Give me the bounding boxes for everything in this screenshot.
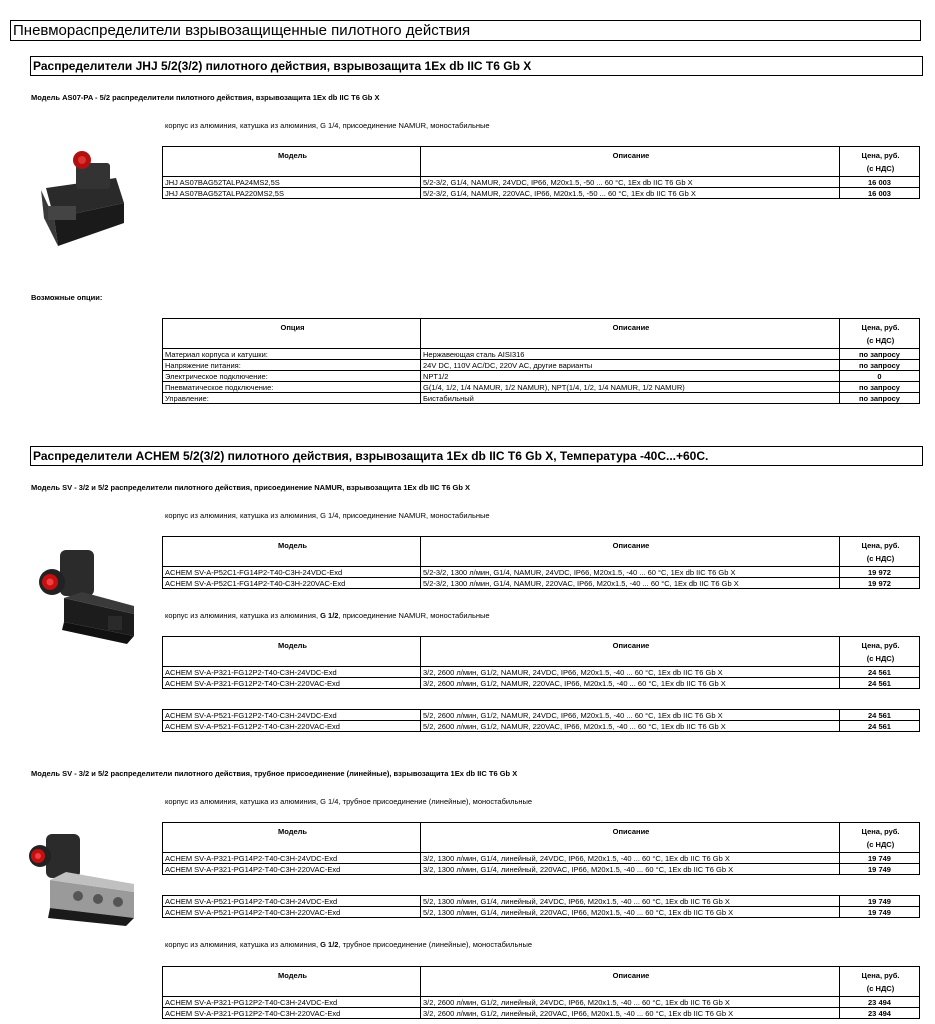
header-model: Модель xyxy=(163,637,421,667)
table-row: Электрическое подключение: NPT1/2 0 xyxy=(163,371,920,382)
section-title-jhj: Распределители JHJ 5/2(3/2) пилотного действия, взрывозащита 1Ex db IIC T6 Gb X xyxy=(30,56,923,76)
table-row: ACHEM SV-A-P321-PG14P2-T40-C3H-24VDC-Exd 3/2, 1300 л/мин, G1/4, линейный, 24VDC, IP66, M20x1.5, -40 ... 60 °C, 1Ex db IIC T6 Gb X 19 749 xyxy=(163,853,920,864)
note-sv-d: корпус из алюминия, катушка из алюминия, G 1/2, трубное присоединение (линейные), моностабильные xyxy=(165,940,533,949)
subtitle-sv-namur: Модель SV - 3/2 и 5/2 распределители пилотного действия, присоединение NAMUR, взрывозащита 1Ex db IIC T6 Gb X xyxy=(31,483,471,492)
page-title: Пневмораспределители взрывозащищенные пилотного действия xyxy=(10,20,921,41)
header-option: Опция xyxy=(163,319,421,349)
header-desc: Описание xyxy=(421,637,840,667)
table-row: ACHEM SV-A-P521-FG12P2-T40-C3H-220VAC-Exd 5/2, 2600 л/мин, G1/2, NAMUR, 220VAC, IP66, M20x1.5, -40 ... 60 °C, 1Ex db IIC T6 Gb X 24 561 xyxy=(163,721,920,732)
table-row: Напряжение питания: 24V DC, 110V AC/DC, 220V AC, другие варианты по запросу xyxy=(163,360,920,371)
table-sv-namur-g14 xyxy=(162,536,920,589)
note-as07: корпус из алюминия, катушка из алюминия, G 1/4, присоединение NAMUR, моностабильные xyxy=(165,121,490,130)
table-row: ACHEM SV-A-P52C1-FG14P2-T40-C3H-220VAC-Exd 5/2-3/2, 1300 л/мин, G1/4, NAMUR, 220VAC, IP66, M20x1.5, -40 ... 60 °C, 1Ex db IIC T6 Gb X 19 972 xyxy=(163,578,920,589)
table-row: ACHEM SV-A-P321-FG12P2-T40-C3H-220VAC-Exd 3/2, 2600 л/мин, G1/2, NAMUR, 220VAC, IP66, M20x1.5, -40 ... 60 °C, 1Ex db IIC T6 Gb X 24 561 xyxy=(163,678,920,689)
subtitle-sv-linear: Модель SV - 3/2 и 5/2 распределители пилотного действия, трубное присоединение (линейные), взрывозащита 1Ex db IIC T6 Gb X xyxy=(31,769,518,778)
table-row: Управление: Бистабильный по запросу xyxy=(163,393,920,404)
section-title-achem: Распределители ACHEM 5/2(3/2) пилотного действия, взрывозащита 1Ex db IIC T6 Gb X, Температура -40C...+60C. xyxy=(30,446,923,466)
table-row: ACHEM SV-A-P521-PG14P2-T40-C3H-24VDC-Exd 5/2, 1300 л/мин, G1/4, линейный, 24VDC, IP66, M20x1.5, -40 ... 60 °C, 1Ex db IIC T6 Gb X 19 749 xyxy=(163,896,920,907)
header-model: Модель xyxy=(163,967,421,997)
table-row: Материал корпуса и катушки: Нержавеющая сталь AISI316 по запросу xyxy=(163,349,920,360)
table-row: JHJ AS07BAG52TALPA24MS2,5S 5/2-3/2, G1/4, NAMUR, 24VDC, IP66, M20x1.5, -50 ... 60 °C, 1Ex db IIC T6 Gb X 16 003 xyxy=(163,177,920,188)
table-row: Пневматическое подключение: G(1/4, 1/2, 1/4 NAMUR, 1/2 NAMUR), NPT(1/4, 1/2, 1/4 NAMUR, 1/2 NAMUR) по запросу xyxy=(163,382,920,393)
table-row: ACHEM SV-A-P52C1-FG14P2-T40-C3H-24VDC-Exd 5/2-3/2, 1300 л/мин, G1/4, NAMUR, 24VDC, IP66, M20x1.5, -40 ... 60 °C, 1Ex db IIC T6 Gb X 19 972 xyxy=(163,567,920,578)
options-label: Возможные опции: xyxy=(31,293,103,302)
table-row: ACHEM SV-A-P521-FG12P2-T40-C3H-24VDC-Exd 5/2, 2600 л/мин, G1/2, NAMUR, 24VDC, IP66, M20x1.5, -40 ... 60 °C, 1Ex db IIC T6 Gb X 24 561 xyxy=(163,710,920,721)
note-sv-c: корпус из алюминия, катушка из алюминия, G 1/4, трубное присоединение (линейные), моностабильные xyxy=(165,797,533,806)
header-desc: Описание xyxy=(421,319,840,349)
header-price: Цена, руб. (с НДС) xyxy=(840,537,920,567)
valve-jhj-image xyxy=(36,148,126,252)
table-row: ACHEM SV-A-P321-PG12P2-T40-C3H-220VAC-Exd 3/2, 2600 л/мин, G1/2, линейный, 220VAC, IP66, M20x1.5, -40 ... 60 °C, 1Ex db IIC T6 Gb X 23 494 xyxy=(163,1008,920,1019)
header-model: Модель xyxy=(163,147,421,177)
table-row: JHJ AS07BAG52TALPA220MS2,5S 5/2-3/2, G1/4, NAMUR, 220VAC, IP66, M20x1.5, -50 ... 60 °C, 1Ex db IIC T6 Gb X 16 003 xyxy=(163,188,920,199)
header-desc: Описание xyxy=(421,147,840,177)
note-sv-a: корпус из алюминия, катушка из алюминия, G 1/4, присоединение NAMUR, моностабильные xyxy=(165,511,490,520)
subtitle-as07: Модель AS07-PA - 5/2 распределители пилотного действия, взрывозащита 1Ex db IIC T6 Gb X xyxy=(31,93,380,102)
valve-achem-namur-image xyxy=(22,540,137,650)
table-row: ACHEM SV-A-P321-PG12P2-T40-C3H-24VDC-Exd 3/2, 2600 л/мин, G1/2, линейный, 24VDC, IP66, M20x1.5, -40 ... 60 °C, 1Ex db IIC T6 Gb X 23 494 xyxy=(163,997,920,1008)
table-sv-linear-g14-32 xyxy=(162,822,920,875)
table-sv-linear-g14-52 xyxy=(162,895,920,918)
table-sv-namur-g12-32 xyxy=(162,636,920,689)
header-price: Цена, руб. (с НДС) xyxy=(840,637,920,667)
header-model: Модель xyxy=(163,537,421,567)
header-desc: Описание xyxy=(421,967,840,997)
header-price: Цена, руб. (с НДС) xyxy=(840,967,920,997)
table-row: ACHEM SV-A-P321-FG12P2-T40-C3H-24VDC-Exd 3/2, 2600 л/мин, G1/2, NAMUR, 24VDC, IP66, M20x1.5, -40 ... 60 °C, 1Ex db IIC T6 Gb X 24 561 xyxy=(163,667,920,678)
header-price: Цена, руб. (с НДС) xyxy=(840,823,920,853)
valve-achem-linear-image xyxy=(16,826,138,938)
header-desc: Описание xyxy=(421,537,840,567)
note-sv-b: корпус из алюминия, катушка из алюминия, G 1/2, присоединение NAMUR, моностабильные xyxy=(165,611,490,620)
header-desc: Описание xyxy=(421,823,840,853)
header-model: Модель xyxy=(163,823,421,853)
table-sv-linear-g12 xyxy=(162,966,920,1019)
header-price: Цена, руб. (с НДС) xyxy=(840,319,920,349)
table-row: ACHEM SV-A-P521-PG14P2-T40-C3H-220VAC-Exd 5/2, 1300 л/мин, G1/4, линейный, 220VAC, IP66, M20x1.5, -40 ... 60 °C, 1Ex db IIC T6 Gb X 19 749 xyxy=(163,907,920,918)
table-sv-namur-g12-52 xyxy=(162,709,920,732)
table-row: ACHEM SV-A-P321-PG14P2-T40-C3H-220VAC-Exd 3/2, 1300 л/мин, G1/4, линейный, 220VAC, IP66, M20x1.5, -40 ... 60 °C, 1Ex db IIC T6 Gb X 19 749 xyxy=(163,864,920,875)
header-price: Цена, руб. (с НДС) xyxy=(840,147,920,177)
table-jhj xyxy=(162,146,920,199)
table-options xyxy=(162,318,920,404)
